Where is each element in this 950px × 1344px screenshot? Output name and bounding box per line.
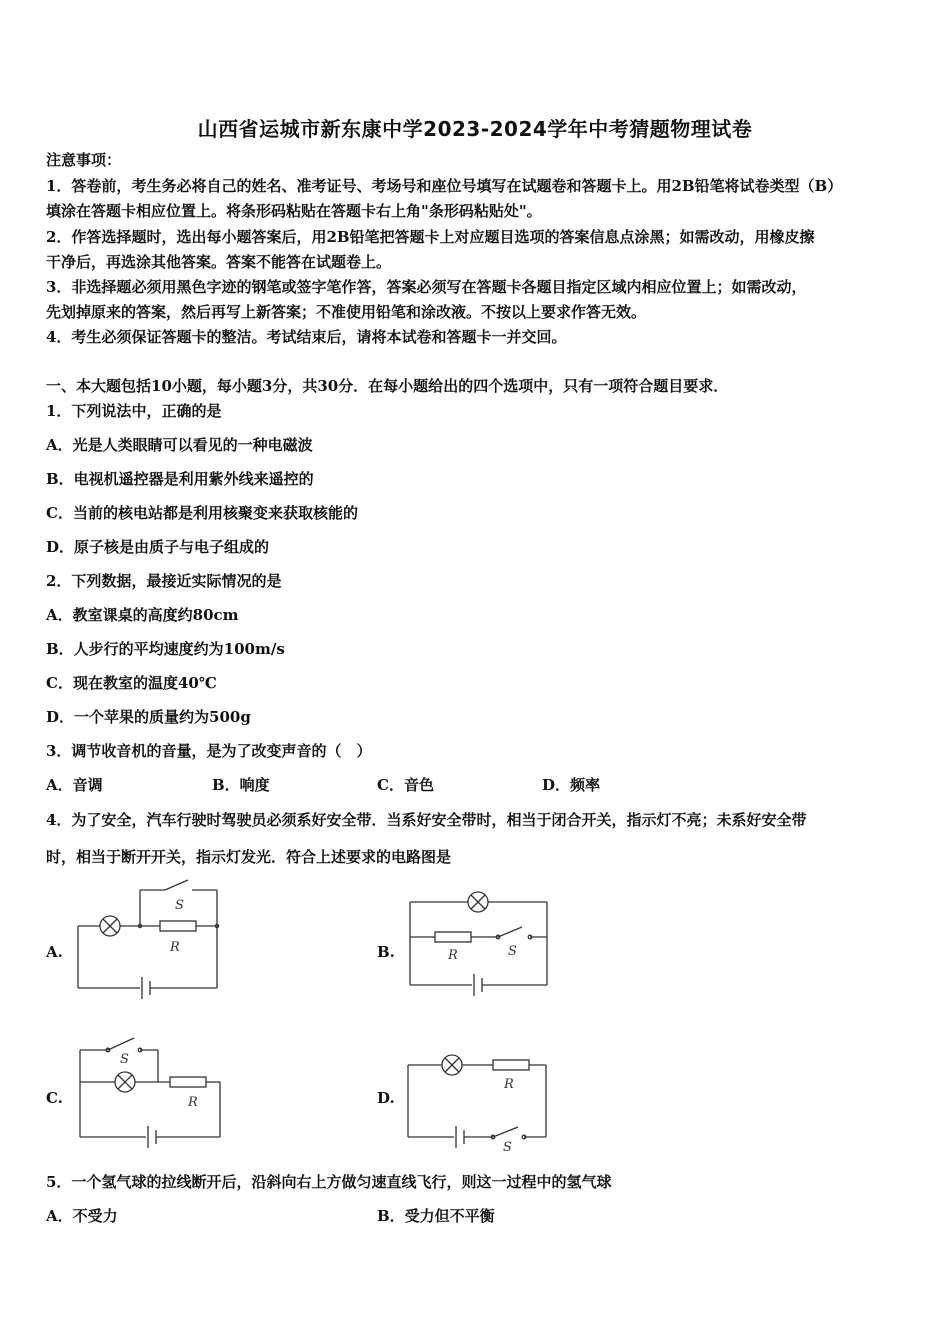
question-5-option-a: A．不受力 (46, 1207, 118, 1225)
question-2-option-b: B．人步行的平均速度约为100m/s (46, 640, 285, 658)
notice-line: 先划掉原来的答案，然后再写上新答案；不准使用铅笔和涂改液。不按以上要求作答无效。 (46, 303, 647, 321)
notice-line: 干净后，再选涂其他答案。答案不能答在试题卷上。 (46, 253, 392, 271)
question-5-stem: 5．一个氢气球的拉线断开后，沿斜向右上方做匀速直线飞行，则这一过程中的氢气球 (46, 1173, 612, 1191)
switch-label: S (508, 944, 517, 959)
question-4-stem: 4．为了安全，汽车行驶时驾驶员必须系好安全带．当系好安全带时，相当于闭合开关，指示灯不亮；未系好安全带 (46, 811, 807, 829)
question-3-option-a: A．音调 (46, 776, 103, 794)
resistor-label: R (448, 948, 458, 963)
circuit-d-diagram (398, 1050, 558, 1155)
question-3-stem: 3．调节收音机的音量，是为了改变声音的（ ） (46, 742, 372, 760)
section-heading: 一、本大题包括10小题，每小题3分，共30分．在每小题给出的四个选项中，只有一项符合题目要求． (46, 377, 729, 395)
resistor-label: R (188, 1095, 198, 1110)
switch-label: S (503, 1140, 512, 1155)
circuit-b-label: B. (377, 943, 395, 961)
notice-line: 填涂在答题卡相应位置上。将条形码粘贴在答题卡右上角"条形码粘贴处"。 (46, 202, 542, 220)
question-5-option-b: B．受力但不平衡 (377, 1207, 495, 1225)
question-3-option-b: B．响度 (212, 776, 270, 794)
notice-line: 4．考生必须保证答题卡的整洁。考试结束后，请将本试卷和答题卡一并交回。 (46, 328, 567, 346)
switch-label: S (175, 898, 184, 913)
circuit-a-diagram (70, 878, 230, 1003)
question-2-option-a: A．教室课桌的高度约80cm (46, 606, 239, 624)
question-3-option-c: C．音色 (377, 776, 434, 794)
notice-line: 3．非选择题必须用黑色字迹的钢笔或签字笔作答，答案必须写在答题卡各题目指定区域内相应位置上；如需改动， (46, 278, 807, 296)
question-4-stem: 时，相当于断开开关，指示灯发光．符合上述要求的电路图是 (46, 848, 452, 866)
question-2-option-c: C．现在教室的温度40℃ (46, 674, 217, 692)
question-1-option-a: A．光是人类眼睛可以看见的一种电磁波 (46, 436, 313, 454)
resistor-label: R (504, 1077, 514, 1092)
circuit-c-diagram (70, 1032, 230, 1152)
circuit-d-label: D. (377, 1089, 395, 1107)
notice-line: 2．作答选择题时，选出每小题答案后，用2B铅笔把答题卡上对应题目选项的答案信息点涂黑；如需改动，用橡皮擦 (46, 228, 815, 246)
circuit-b-diagram (400, 880, 560, 1005)
resistor-label: R (170, 940, 180, 955)
question-1-option-b: B．电视机遥控器是利用紫外线来遥控的 (46, 470, 314, 488)
question-2-stem: 2．下列数据，最接近实际情况的是 (46, 572, 282, 590)
question-1-option-d: D．原子核是由质子与电子组成的 (46, 538, 270, 556)
question-3-option-d: D．频率 (542, 776, 601, 794)
circuit-a-label: A. (46, 943, 63, 961)
switch-label: S (120, 1052, 129, 1067)
notice-line: 1．答卷前，考生务必将自己的姓名、准考证号、考场号和座位号填写在试题卷和答题卡上。用2B铅笔将试卷类型（B） (46, 177, 843, 195)
question-1-stem: 1．下列说法中，正确的是 (46, 402, 222, 420)
page-title: 山西省运城市新东康中学2023-2024学年中考猜题物理试卷 (197, 117, 753, 141)
notice-heading: 注意事项： (46, 151, 122, 169)
question-1-option-c: C．当前的核电站都是利用核聚变来获取核能的 (46, 504, 358, 522)
question-2-option-d: D．一个苹果的质量约为500g (46, 708, 251, 726)
circuit-c-label: C. (46, 1089, 63, 1107)
